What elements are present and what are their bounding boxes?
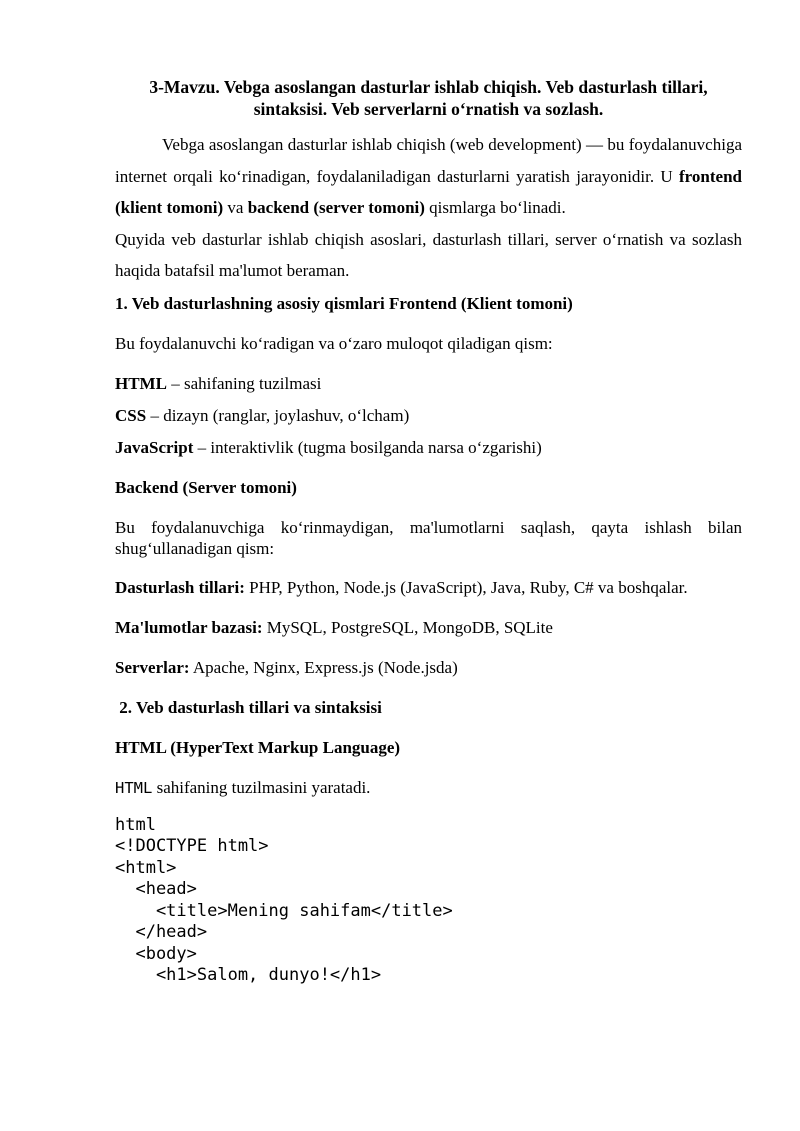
frontend-item-javascript [115,437,742,459]
intro-frontend-term: frontend (klient tomoni) [115,166,742,217]
intro-text-start: Vebga asoslangan dasturlar ishlab chiqish (web development) — bu foydalanuvchiga internet orqali ko‘rinadigan, foydalaniladigan dasturlarni yaratish jarayonidir. U [115,135,742,186]
item-term: CSS [115,405,147,425]
frontend-description: Bu foydalanuvchi ko‘radigan va o‘zaro muloqot qiladigan qism: [115,333,553,353]
frontend-item-css [115,405,742,427]
languages-value: PHP, Python, Node.js (JavaScript), Java, Ruby, C# va boshqalar. [244,577,688,597]
languages-label: Dasturlash tillari: [115,577,245,597]
backend-languages [115,577,742,599]
html-inline-code: HTML [115,778,153,797]
item-desc: – dizayn (ranglar, joylashuv, o‘lcham) [146,405,410,425]
section-1-heading: 1. Veb dasturlashning asosiy qismlari Frontend (Klient tomoni) [115,293,573,313]
item-term: HTML [115,373,167,393]
servers-label: Serverlar: [115,657,190,677]
frontend-item-html [115,373,742,395]
document-content [115,76,742,987]
backend-description: Bu foydalanuvchiga ko‘rinmaydigan, ma'lumotlarni saqlash, qayta ishlash bilan shug‘ullanadigan qism: [115,517,742,558]
servers-value: Apache, Nginx, Express.js (Node.jsda) [189,657,458,677]
intro-text-mid: va [223,198,248,217]
document-title [115,76,742,120]
intro-text-end: qismlarga bo‘linadi. [424,198,566,217]
html-description [115,777,742,799]
intro-paragraph-2: Quyida veb dasturlar ishlab chiqish asoslari, dasturlash tillari, server o‘rnatish va sozlash haqida batafsil ma'lumot beraman. [115,229,742,280]
backend-databases [115,617,742,639]
databases-value: MySQL, PostgreSQL, MongoDB, SQLite [262,617,553,637]
databases-label: Ma'lumotlar bazasi: [115,617,263,637]
title-line-1: 3-Mavzu. Vebga asoslangan dasturlar ishlab chiqish. Veb dasturlash tillari, [149,77,708,97]
section-2-heading: 2. Veb dasturlash tillari va sintaksisi [115,697,382,717]
html-desc-text: sahifaning tuzilmasini yaratadi. [152,777,371,797]
intro-paragraph [115,129,742,224]
intro-backend-term: backend (server tomoni) [247,198,425,217]
item-desc: – interaktivlik (tugma bosilganda narsa o‘zgarishi) [193,437,542,457]
item-desc: – sahifaning tuzilmasi [166,373,322,393]
backend-heading: Backend (Server tomoni) [115,477,297,497]
backend-servers [115,657,742,679]
html-code-block: html <!DOCTYPE html> <html> <head> <title>Mening sahifam</title> </head> <body> <h1>Salom, dunyo!</h1> [115,814,453,985]
item-term: JavaScript [115,437,194,457]
html-heading: HTML (HyperText Markup Language) [115,737,401,757]
title-line-2: sintaksisi. Veb serverlarni o‘rnatish va sozlash. [253,99,604,119]
